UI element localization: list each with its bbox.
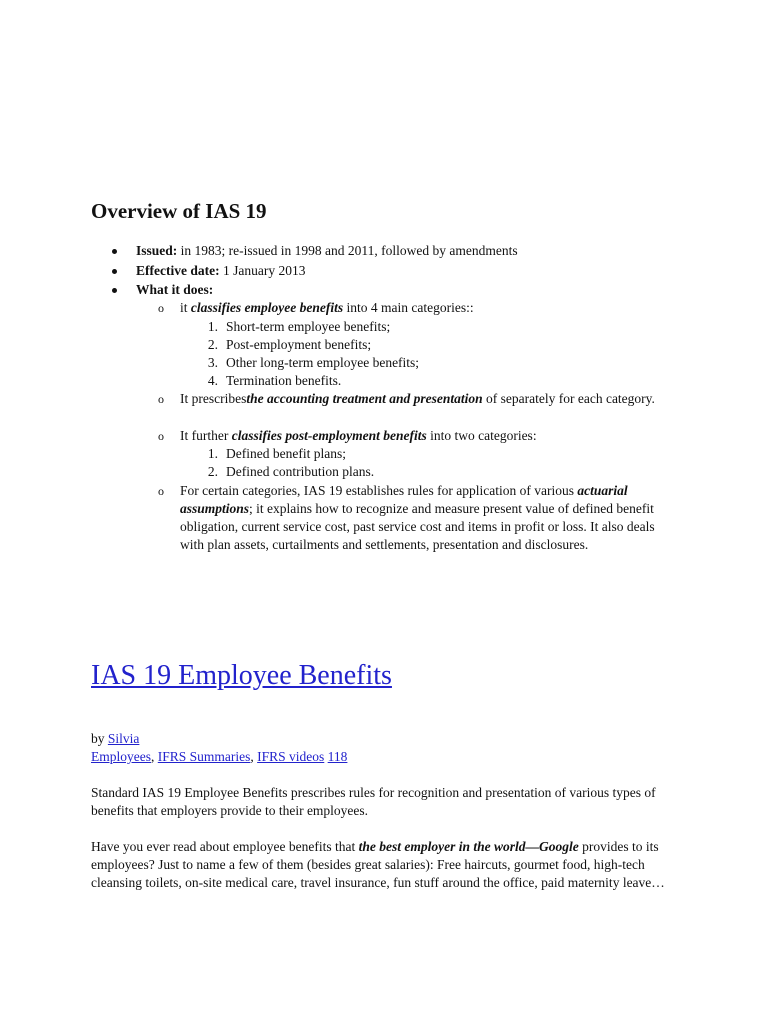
sub2-pre: It prescribes <box>180 391 247 406</box>
issued-text: in 1983; re-issued in 1998 and 2011, followed by amendments <box>177 243 518 258</box>
bullet-icon <box>112 288 117 293</box>
issued-label: Issued: <box>136 243 178 258</box>
effective-date-label: Effective date: <box>136 263 220 278</box>
sub1-pre: it <box>180 300 191 315</box>
circle-bullet-icon: o <box>158 429 164 443</box>
sub4-pre: For certain categories, IAS 19 establishes rules for application of various <box>180 483 578 498</box>
sub2-emphasis: the accounting treatment and presentation <box>246 391 483 406</box>
sub3-pre: It further <box>180 428 232 443</box>
author-link[interactable]: Silvia <box>107 731 140 746</box>
plan-text: Defined benefit plans; <box>226 446 346 461</box>
category-text: Short-term employee benefits; <box>226 319 391 334</box>
p2-pre: Have you ever read about employee benefits that <box>91 839 359 854</box>
list-number: 1. <box>207 319 218 334</box>
sub4-emphasis: actuarial assumptions <box>180 483 628 516</box>
category-text: Termination benefits. <box>226 373 342 388</box>
effective-date-text: 1 January 2013 <box>219 263 306 278</box>
circle-bullet-icon: o <box>158 301 164 315</box>
comments-count-link[interactable]: 118 <box>327 749 348 764</box>
p2-emphasis: the best employer in the world—Google <box>358 839 579 854</box>
overview-heading: Overview of IAS 19 <box>91 199 267 223</box>
circle-bullet-icon: o <box>158 484 164 498</box>
sub1-emphasis: classifies employee benefits <box>190 300 344 315</box>
tag-separator: , <box>250 749 258 764</box>
tag-link-employees[interactable]: Employees <box>91 749 151 764</box>
sub2-post: of separately for each category. <box>482 391 655 406</box>
sub3-emphasis: classifies post-employment benefits <box>231 428 427 443</box>
sub4-post: ; it explains how to recognize and measure present value of defined benefit obligation, current service cost, past service cost and items in profit or loss. It also deals with plan assets, curtailments and settlements, presentation and disclosures. <box>180 501 655 552</box>
list-number: 1. <box>207 446 218 461</box>
bullet-icon <box>112 269 117 274</box>
tag-link-ifrs-summaries[interactable]: IFRS Summaries <box>157 749 251 764</box>
circle-bullet-icon: o <box>158 392 164 406</box>
category-text: Post-employment benefits; <box>226 337 372 352</box>
list-number: 2. <box>207 464 218 479</box>
p2-post: provides to its employees? Just to name a few of them (besides great salaries): Free haircuts, gourmet food, high-tech cleansing toilets, on-site medical care, travel insurance, fun stuff around the office, paid maternity leave… <box>91 839 665 890</box>
intro-paragraph: Standard IAS 19 Employee Benefits prescribes rules for recognition and presentation of various types of benefits that employers provide to their employees. <box>91 785 656 818</box>
list-number: 3. <box>207 355 218 370</box>
tag-list <box>91 748 691 766</box>
sub1-post: into 4 main categories:: <box>343 300 474 315</box>
google-paragraph <box>91 838 691 892</box>
article-title[interactable] <box>91 658 392 694</box>
tag-link-ifrs-videos[interactable]: IFRS videos <box>257 749 325 764</box>
list-number: 2. <box>207 337 218 352</box>
article-title-link[interactable]: IAS 19 Employee Benefits <box>91 660 392 691</box>
sub3-post: into two categories: <box>426 428 537 443</box>
byline <box>91 730 691 748</box>
category-text: Other long-term employee benefits; <box>226 355 420 370</box>
plan-text: Defined contribution plans. <box>226 464 375 479</box>
bullet-icon <box>112 249 117 254</box>
what-it-does-label: What it does: <box>136 282 214 297</box>
list-number: 4. <box>207 373 218 388</box>
byline-prefix: by <box>91 731 108 746</box>
tag-separator: , <box>151 749 158 764</box>
